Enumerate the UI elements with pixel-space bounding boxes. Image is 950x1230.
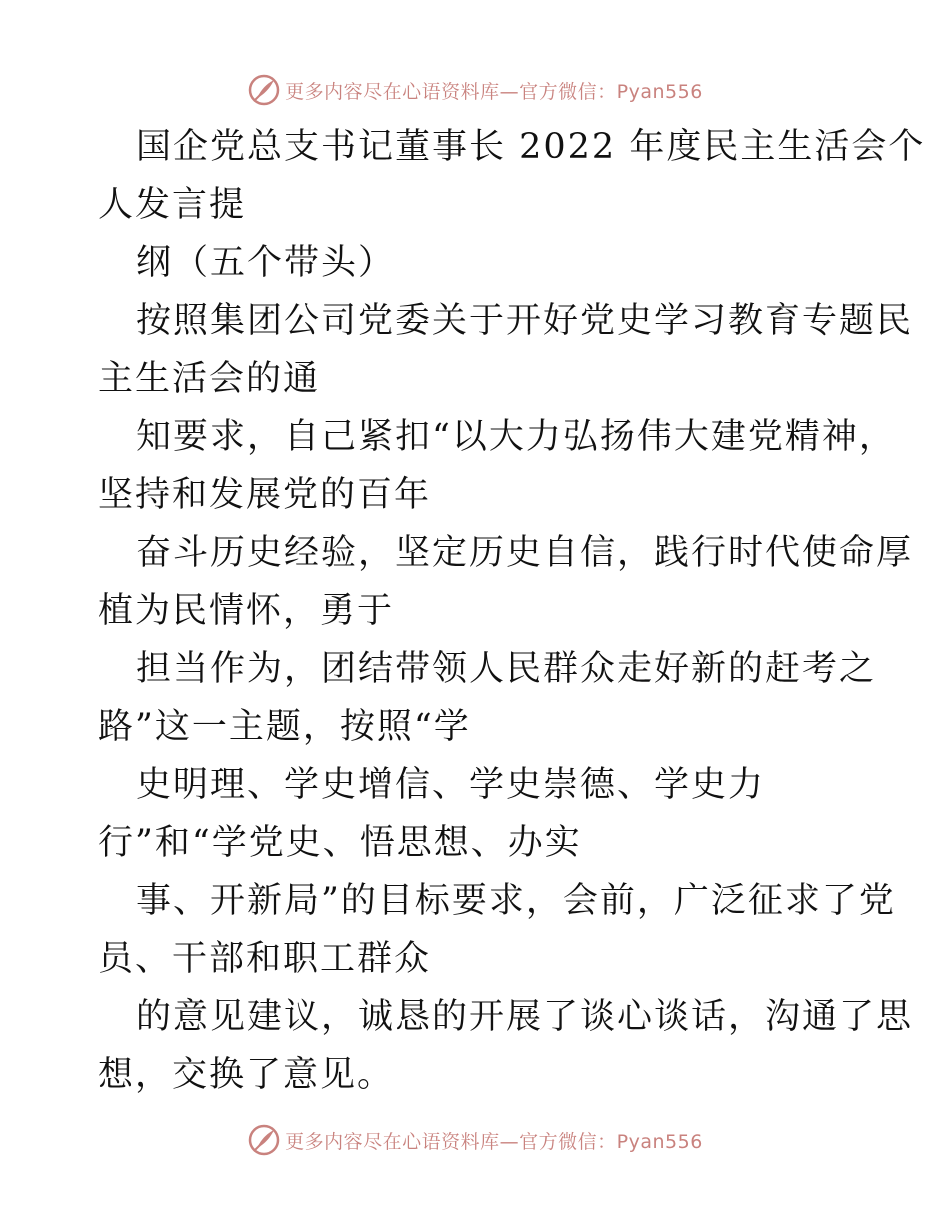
- banner-text: 更多内容尽在心语资料库—官方微信：Pyan556: [285, 1130, 703, 1153]
- paragraph-line: 奋斗历史经验，坚定历史自信，践行时代使命厚: [136, 533, 914, 573]
- paragraph-line: 植为民情怀，勇于: [98, 591, 395, 631]
- title-line: 纲（五个带头）: [136, 243, 396, 283]
- paragraph-line: 知要求，自己紧扣“以大力弘扬伟大建党精神，: [136, 417, 896, 457]
- paragraph-line: 想，交换了意见。: [98, 1055, 395, 1095]
- title-line: 国企党总支书记董事长 2022 年度民主生活会个: [136, 127, 926, 167]
- paragraph-line: 史明理、学史增信、学史崇德、学史力: [136, 765, 766, 805]
- paragraph-line: 主生活会的通: [98, 359, 321, 399]
- paragraph-line: 行”和“学党史、悟思想、办实: [98, 823, 582, 863]
- paragraph-line: 坚持和发展党的百年: [98, 475, 432, 515]
- banner-text: 更多内容尽在心语资料库—官方微信：Pyan556: [285, 80, 703, 103]
- paragraph-line: 员、干部和职工群众: [98, 939, 432, 979]
- paragraph-line: 的意见建议，诚恳的开展了谈心谈话，沟通了思: [136, 997, 914, 1037]
- feather-pen-logo-icon: [247, 1123, 281, 1157]
- footer-banner: [0, 1120, 950, 1160]
- paragraph-line: 担当作为，团结带领人民群众走好新的赶考之: [136, 649, 877, 689]
- paragraph-line: 路”这一主题，按照“学: [98, 707, 471, 747]
- header-banner: [0, 70, 950, 110]
- paragraph-line: 事、开新局”的目标要求，会前，广泛征求了党: [136, 881, 896, 921]
- document-body: [98, 118, 926, 1104]
- feather-pen-logo-icon: [247, 73, 281, 107]
- title-line: 人发言提: [98, 185, 247, 225]
- paragraph-line: 按照集团公司党委关于开好党史学习教育专题民: [136, 301, 914, 341]
